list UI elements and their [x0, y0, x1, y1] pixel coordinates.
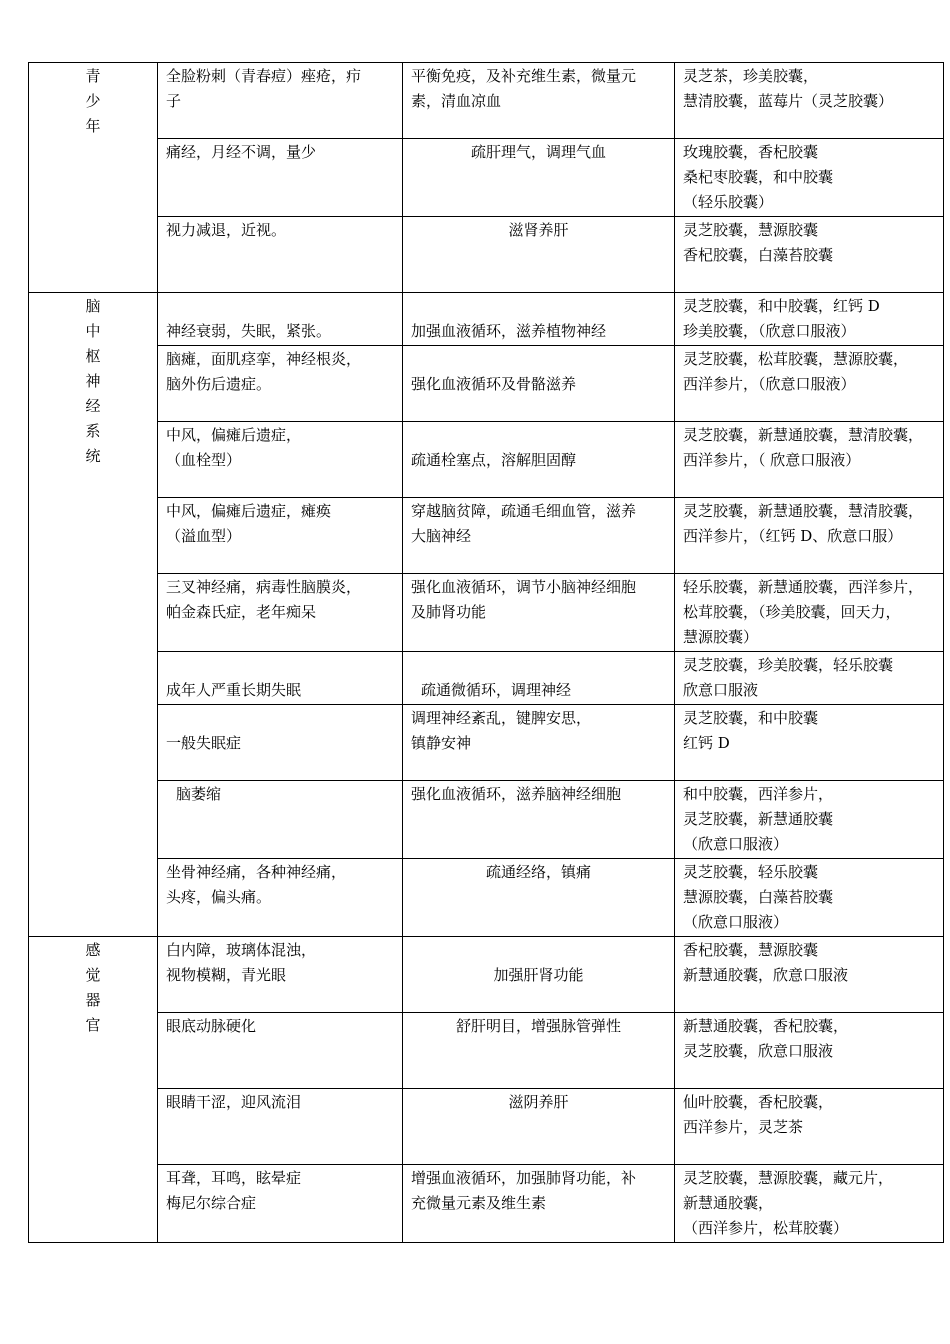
cell-text-line: 素，清血凉血	[411, 92, 502, 110]
symptom-cell	[158, 422, 403, 498]
cell-text-line: 灵芝胶囊，慧源胶囊，藏元片，	[683, 1169, 894, 1187]
cell-text-line: 灵芝胶囊，慧源胶囊	[683, 221, 819, 239]
cell-text-line: 松茸胶囊，（珍美胶囊，回天力，	[683, 603, 901, 621]
cell-text-line: 强化血液循环，滋养脑神经细胞	[411, 785, 622, 803]
cell-text-line: 强化血液循环，调节小脑神经细胞	[411, 578, 637, 596]
effect-cell	[403, 1013, 675, 1089]
cell-text-line: 疏通栓塞点，溶解胆固醇	[411, 451, 577, 469]
cell-text-line: 视物模糊，青光眼	[166, 966, 287, 984]
table-row	[29, 705, 944, 781]
table-row	[29, 937, 944, 1013]
cell-text-line: （血栓型）	[166, 451, 242, 469]
products-cell	[675, 1089, 944, 1165]
cell-text-line: 调理神经紊乱，键脾安思，	[411, 709, 592, 727]
cell-text-line: 经	[85, 397, 101, 415]
table-row	[29, 781, 944, 859]
cell-text-line: 三叉神经痛，病毒性脑膜炎，	[166, 578, 362, 596]
products-cell	[675, 1013, 944, 1089]
symptom-cell	[158, 705, 403, 781]
cell-text-line: （欣意口服液）	[683, 835, 789, 853]
cell-text-line: 中风，偏瘫后遗症，	[166, 426, 302, 444]
cell-text-line: 和中胶囊，西洋参片，	[683, 785, 834, 803]
cell-text-line: 玫瑰胶囊，香杞胶囊	[683, 143, 819, 161]
table-row	[29, 498, 944, 574]
cell-text-line: （溢血型）	[166, 527, 242, 545]
cell-text-line: 香杞胶囊，白藻苔胶囊	[683, 246, 834, 264]
symptom-cell	[158, 63, 403, 139]
cell-text-line: 耳聋，耳鸣，眩晕症	[166, 1169, 302, 1187]
cell-text-line: 桑杞枣胶囊，和中胶囊	[683, 168, 834, 186]
table-row	[29, 1165, 944, 1243]
cell-text-line: 增强血液循环，加强肺肾功能，补	[411, 1169, 637, 1187]
table-row	[29, 346, 944, 422]
products-cell	[675, 937, 944, 1013]
cell-text-line: 舒肝明目，增强脉管弹性	[455, 1017, 621, 1035]
cell-text-line: 灵芝茶，珍美胶囊，	[683, 67, 819, 85]
symptom-cell	[158, 1089, 403, 1165]
symptom-cell	[158, 293, 403, 346]
cell-text-line: 灵芝胶囊，和中胶囊，红钙 D	[683, 297, 880, 315]
cell-text-line: 统	[85, 447, 101, 465]
products-cell	[675, 781, 944, 859]
cell-text-line: 滋阴养肝	[508, 1093, 569, 1111]
products-cell	[675, 293, 944, 346]
symptom-cell	[158, 217, 403, 293]
cell-text-line: 香杞胶囊，慧源胶囊	[683, 941, 819, 959]
effect-cell	[403, 781, 675, 859]
products-cell	[675, 346, 944, 422]
cell-text-line: 镇静安神	[411, 734, 472, 752]
cell-text-line: （西洋参片，松茸胶囊）	[683, 1219, 849, 1237]
cell-text-line: 疏通微循环，调理神经	[421, 681, 572, 699]
table-row	[29, 1089, 944, 1165]
cell-text-line: 疏通经络，镇痛	[485, 863, 591, 881]
symptom-cell	[158, 574, 403, 652]
cell-text-line: 脑外伤后遗症。	[166, 375, 272, 393]
products-cell	[675, 422, 944, 498]
cell-text-line: 眼睛干涩，迎风流泪	[166, 1093, 302, 1111]
cell-text-line: 仙叶胶囊，香杞胶囊，	[683, 1093, 834, 1111]
cell-text-line: 少	[85, 92, 101, 110]
cell-text-line: 慧源胶囊，白藻苔胶囊	[683, 888, 834, 906]
cell-text-line: 梅尼尔综合症	[166, 1194, 257, 1212]
cell-text-line: 灵芝胶囊，珍美胶囊，轻乐胶囊	[683, 656, 894, 674]
table-row	[29, 652, 944, 705]
cell-text-line: 脑	[85, 297, 101, 315]
cell-text-line: 神经衰弱，失眠，紧张。	[166, 322, 332, 340]
effect-cell	[403, 63, 675, 139]
table-row	[29, 63, 944, 139]
effect-cell	[403, 498, 675, 574]
table-row	[29, 859, 944, 937]
cell-text-line: 穿越脑贫障，疏通毛细血管，滋养	[411, 502, 637, 520]
cell-text-line: 滋肾养肝	[508, 221, 569, 239]
cell-text-line: 轻乐胶囊，新慧通胶囊，西洋参片，	[683, 578, 924, 596]
products-cell	[675, 139, 944, 217]
products-cell	[675, 652, 944, 705]
effect-cell	[403, 1089, 675, 1165]
cell-text-line: 头疼，偏头痛。	[166, 888, 272, 906]
products-cell	[675, 1165, 944, 1243]
cell-text-line: 西洋参片，（红钙 D、欣意口服）	[683, 527, 903, 545]
symptom-cell	[158, 346, 403, 422]
cell-text-line: 成年人严重长期失眠	[166, 681, 302, 699]
cell-text-line: 眼底动脉硬化	[166, 1017, 257, 1035]
products-cell	[675, 574, 944, 652]
symptom-cell	[158, 652, 403, 705]
cell-text-line: 西洋参片，（欣意口服液）	[683, 375, 856, 393]
cell-text-line: 西洋参片，（ 欣意口服液）	[683, 451, 861, 469]
cell-text-line: 脑瘫，面肌痉挛，神经根炎，	[166, 350, 362, 368]
cell-text-line: 慧源胶囊）	[683, 628, 759, 646]
effect-cell	[403, 346, 675, 422]
cell-text-line: 灵芝胶囊，新慧通胶囊	[683, 810, 834, 828]
effect-cell	[403, 937, 675, 1013]
cell-text-line: 疏肝理气，调理气血	[470, 143, 606, 161]
category-teenager	[29, 63, 158, 293]
category-central-nervous-system	[29, 293, 158, 937]
cell-text-line: 加强血液循环，滋养植物神经	[411, 322, 607, 340]
cell-text-line: 一般失眠症	[166, 734, 242, 752]
table-row	[29, 422, 944, 498]
table-row	[29, 1013, 944, 1089]
cell-text-line: 器	[85, 991, 101, 1009]
cell-text-line: 大脑神经	[411, 527, 472, 545]
cell-text-line: 官	[85, 1016, 101, 1034]
cell-text-line: 灵芝胶囊，和中胶囊	[683, 709, 819, 727]
table-row	[29, 574, 944, 652]
cell-text-line: 充微量元素及维生素	[411, 1194, 547, 1212]
symptom-cell	[158, 1165, 403, 1243]
cell-text-line: 新慧通胶囊，欣意口服液	[683, 966, 849, 984]
cell-text-line: 灵芝胶囊，欣意口服液	[683, 1042, 834, 1060]
symptom-cell	[158, 937, 403, 1013]
cell-text-line: 全脸粉刺（青春痘）痤疮，疖	[166, 67, 362, 85]
cell-text-line: 中	[85, 322, 101, 340]
cell-text-line: 新慧通胶囊，香杞胶囊，	[683, 1017, 849, 1035]
effect-cell	[403, 574, 675, 652]
table-row	[29, 293, 944, 346]
effect-cell	[403, 217, 675, 293]
cell-text-line: 中风，偏瘫后遗症，瘫痪	[166, 502, 332, 520]
products-cell	[675, 63, 944, 139]
cell-text-line: 平衡免疫，及补充维生素，微量元	[411, 67, 637, 85]
cell-text-line: 红钙 D	[683, 734, 730, 752]
category-sensory-organs	[29, 937, 158, 1243]
cell-text-line: 子	[166, 92, 182, 110]
effect-cell	[403, 422, 675, 498]
remedy-table	[28, 62, 944, 1243]
symptom-cell	[158, 859, 403, 937]
cell-text-line: 灵芝胶囊，轻乐胶囊	[683, 863, 819, 881]
cell-text-line: 枢	[85, 347, 101, 365]
cell-text-line: 白内障，玻璃体混浊，	[166, 941, 317, 959]
cell-text-line: 强化血液循环及骨骼滋养	[411, 375, 577, 393]
cell-text-line: 欣意口服液	[683, 681, 759, 699]
effect-cell	[403, 705, 675, 781]
table-row	[29, 139, 944, 217]
products-cell	[675, 705, 944, 781]
cell-text-line: 帕金森氏症，老年痴呆	[166, 603, 317, 621]
products-cell	[675, 498, 944, 574]
cell-text-line: 青	[85, 67, 101, 85]
cell-text-line: 新慧通胶囊，	[683, 1194, 774, 1212]
cell-text-line: 灵芝胶囊，新慧通胶囊，慧清胶囊，	[683, 426, 924, 444]
cell-text-line: 神	[85, 372, 101, 390]
cell-text-line: 脑萎缩	[176, 785, 222, 803]
symptom-cell	[158, 781, 403, 859]
cell-text-line: 灵芝胶囊，新慧通胶囊，慧清胶囊，	[683, 502, 924, 520]
symptom-cell	[158, 139, 403, 217]
cell-text-line: 视力减退，近视。	[166, 221, 287, 239]
effect-cell	[403, 293, 675, 346]
products-cell	[675, 859, 944, 937]
effect-cell	[403, 1165, 675, 1243]
cell-text-line: 灵芝胶囊，松茸胶囊，慧源胶囊，	[683, 350, 909, 368]
cell-text-line: 加强肝肾功能	[493, 966, 584, 984]
symptom-cell	[158, 1013, 403, 1089]
effect-cell	[403, 139, 675, 217]
cell-text-line: 珍美胶囊，（欣意口服液）	[683, 322, 856, 340]
cell-text-line: 慧清胶囊，蓝莓片（灵芝胶囊）	[683, 92, 894, 110]
cell-text-line: 系	[85, 422, 101, 440]
symptom-cell	[158, 498, 403, 574]
cell-text-line: 觉	[85, 966, 101, 984]
effect-cell	[403, 859, 675, 937]
products-cell	[675, 217, 944, 293]
cell-text-line: 感	[85, 941, 101, 959]
cell-text-line: 坐骨神经痛，各种神经痛，	[166, 863, 347, 881]
cell-text-line: 西洋参片，灵芝茶	[683, 1118, 804, 1136]
table-row	[29, 217, 944, 293]
cell-text-line: 痛经，月经不调，量少	[166, 143, 317, 161]
cell-text-line: 及肺肾功能	[411, 603, 487, 621]
cell-text-line: （欣意口服液）	[683, 913, 789, 931]
cell-text-line: 年	[85, 117, 101, 135]
effect-cell	[403, 652, 675, 705]
cell-text-line: （轻乐胶囊）	[683, 193, 774, 211]
